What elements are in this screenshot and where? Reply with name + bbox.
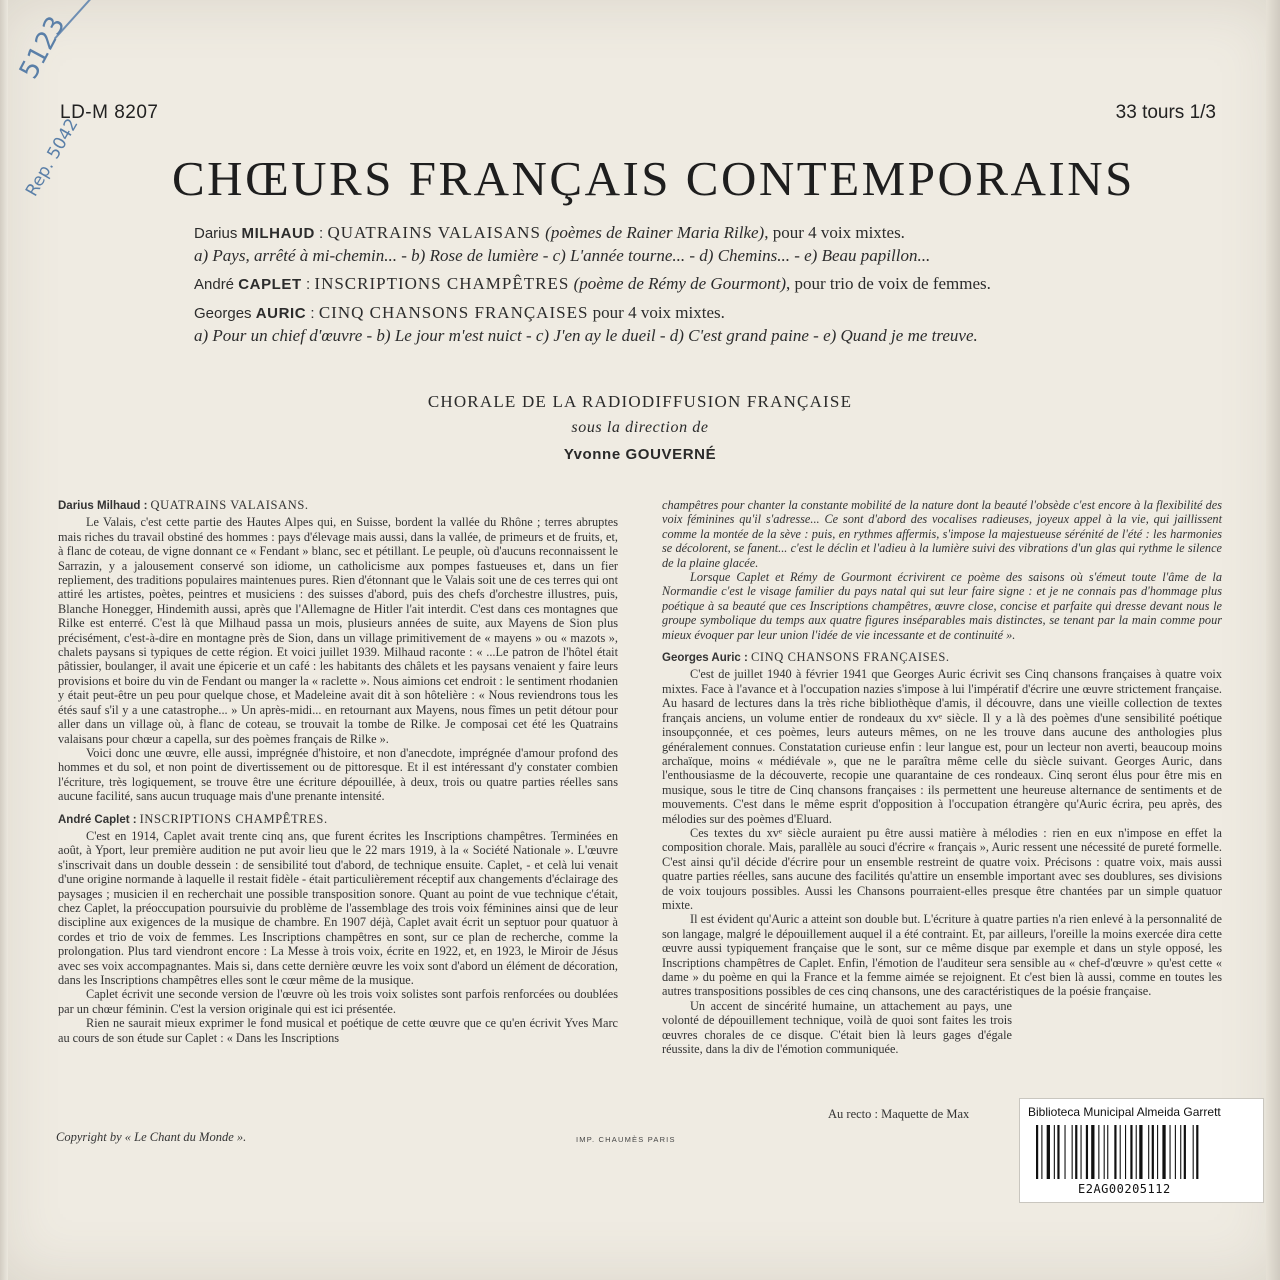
barcode-bar — [1136, 1125, 1137, 1179]
barcode-bar — [1152, 1125, 1154, 1179]
direction-label: sous la direction de — [571, 419, 709, 436]
liner-notes-right-column — [662, 498, 1222, 1056]
handwritten-note-number: 5123 — [14, 11, 72, 85]
barcode-icon — [1036, 1125, 1248, 1179]
sleeve-right-edge — [1266, 0, 1280, 1280]
barcode-bar — [1041, 1125, 1042, 1179]
paragraph: Voici donc une œuvre, elle aussi, imprégnée d'histoire, et non d'anecdote, imprégnée d'amour profond des hommes et du sol, et non point de divertissement ou de pittoresque. Et il est intéressant d'y constater combien l'écriture, très logiquement, se trouve être une écriture dépouillée, à deux, trois ou quatre parties réelles sans aucune facilité, sans aucun truquage mais d'une prenante intensité. — [58, 745, 618, 804]
handwritten-note-reference: Rep. 5042 — [22, 115, 83, 200]
album-title: CHŒURS FRANÇAIS CONTEMPORAINS — [172, 151, 1135, 206]
library-name: Biblioteca Municipal Almeida Garrett — [1028, 1105, 1221, 1119]
paragraph: C'est de juillet 1940 à février 1941 que Georges Auric écrivit ses Cinq chansons françaises à quatre voix mixtes. Face à l'avance et à l'occupation nazies s'impose à lui l'impératif d'écrire une œuvre strictement française. Au hasard de lectures dans la très riche bibliothèque d'amis, il découvre, dans une vieille collection de textes français anciens, un volume entier de rondeaux du xvᵉ siècle. Il y a là des poèmes d'une sensibilité poétique insoupçonnée, et ces poèmes, leurs auteurs mêmes, on ne les trouve dans aucune des anthologies plus généralement connues. Constatation curieuse enfin : leur langue est, pour un lecteur non averti, beaucoup moins archaïque, moins « médiévale », que ne le paraîtra même celle du siècle suivant. Georges Auric, dans l'enthousiasme de la découverte, recopie une quarantaine de ces rondeaux. Cinq seront élus pour être mis en musique, sous le titre de Cinq chansons françaises : ils permettent une heureuse alternance de sentiments et de mouvements. C'est dans le même esprit d'opposition à l'occupation étrangère qu'Auric écrira, peu après, des mélodies sur des poèmes d'Eluard. — [662, 667, 1222, 826]
barcode-bar — [1054, 1125, 1055, 1179]
work-caplet — [194, 273, 1094, 296]
barcode-bar — [1047, 1125, 1050, 1179]
work-title: INSCRIPTIONS CHAMPÊTRES — [314, 274, 570, 293]
barcode-bar — [1162, 1125, 1165, 1179]
sleeve-left-edge — [0, 0, 8, 1280]
works-list — [194, 222, 1094, 353]
barcode-bar — [1091, 1125, 1094, 1179]
composer-name: André CAPLET : — [194, 276, 311, 293]
chorale-name: CHORALE DE LA RADIODIFFUSION FRANÇAISE — [427, 392, 853, 411]
barcode-bar — [1125, 1125, 1126, 1179]
liner-notes-left-column — [58, 498, 618, 1045]
work-title: CINQ CHANSONS FRANÇAISES — [318, 303, 589, 322]
library-barcode-label — [1019, 1098, 1264, 1203]
work-movements: a) Pour un chief d'œuvre - b) Le jour m'est nuict - c) J'en ay le dueil - d) C'est grand paine - e) Quand je me treuve. — [194, 326, 978, 345]
work-forces: pour 4 voix mixtes. — [588, 303, 725, 322]
paragraph: Il est évident qu'Auric a atteint son double but. L'écriture à quatre parties n'a rien enlevé à la personnalité de son langage, malgré le dépouillement auquel il a été contraint. Et, par ailleurs, l'oreille la moins exercée dira cette œuvre aussi typiquement française que le sont, sur ce même disque par exemple et dans un style opposé, les Inscriptions champêtres de Caplet. Enfin, l'émotion de l'auditeur sera sensible au « chef-d'œuvre » qu'est cette « dame » du poème en qui la France et la femme aimée se rejoignent. Et c'est bien là aussi, comme en toutes les autres transpositions possibles de ces cinq chansons, une des caractéristiques de la poésie française. — [662, 912, 1222, 999]
composer-name: Georges AURIC : — [194, 305, 315, 322]
work-auric — [194, 302, 1094, 347]
record-speed: 33 tours 1/3 — [1115, 102, 1216, 123]
section-heading-milhaud: Darius Milhaud : QUATRAINS VALAISANS. — [58, 498, 309, 512]
paragraph: Caplet écrivit une seconde version de l'œuvre où les trois voix solistes sont parfois renforcées ou doublées par un chœur féminin. C'est la version originale qui est ici présentée. — [58, 987, 618, 1016]
barcode-bar — [1120, 1125, 1121, 1179]
work-forces: , pour 4 voix mixtes. — [764, 223, 905, 242]
work-forces: , pour trio de voix de femmes. — [786, 274, 991, 293]
paragraph: Le Valais, c'est cette partie des Hautes Alpes qui, en Suisse, bordent la vallée du Rhône ; terres abruptes mais riches du travail obstiné des hommes : pays d'élevage mais aussi, dans la vallée, de primeurs et de fruits, et, à flanc de coteau, de vigne donnant ce « Fendant » blanc, sec et pétillant. Le peuple, où d'aucuns reconnaissent le Sarrazin, y a jalousement conservé son idiome, un catholicisme aux pompes fastueuses et, dans un fier repliement, des traditions populaires maintenues pures. Rien d'étonnant que le Valais soit une de ces terres qui ont attiré les artistes, poètes, peintres et musiciens : des suisses d'abord, puis des chefs d'orchestre illustres, puis, Blanche Honegger, Hindemith aussi, après que l'Allemagne de Hitler l'ait interdit. C'est dans ces montagnes que Rilke est enterré. C'est là que Milhaud passa un mois, plusieurs années de suite, aux Mayens de Sion plus précisément, c'est-à-dire en montagne près de Sion, dans un village primitivement de « mayens » ou « mazots », chalets paysans si typiques de cette région. Et voici juillet 1939. Milhaud raconte : « ...Le patron de l'hôtel était pâtissier, boulanger, il avait une épicerie et un café : les habitants des châlets et les paysans venaient y faire leurs provisions et boire du vin de Fendant ou manger la « raclette ». Nous aimions cet endroit : le sentiment rhodanien y était peut-être un peu pour quelque chose, et Madeleine avait dit à son hôtelière : « Nous reviendrons tous les étés sauf s'il y a une catastrophe... » Un après-midi... en retournant aux Mayens, nous fîmes un petit détour pour aller dans un village où, à flanc de coteau, se trouvait la tombe de Rilke. Je composai cet été les Quatrains valaisans pour chœur a capella, sur des poèmes français de Rilke ». — [58, 515, 618, 746]
barcode-number: E2AG00205112 — [1078, 1182, 1171, 1196]
barcode-bar — [1086, 1125, 1088, 1179]
paragraph: Ces textes du xvᵉ siècle auraient pu être aussi matière à mélodies : rien en eux n'impose en effet la composition chorale. Mais, parallèle au souci d'écrire « français », Auric ressent une nécessité de pureté formelle. C'est ainsi qu'il décide d'écrire pour un ensemble restreint de quatre voix. Précisons : quatre voix, mais aussi quatre parties réelles, sans aucune des facilités qu'attire un ensemble important avec ses doublures, ses divisions de voix toujours possibles. Aussi les Chansons pourraient-elles presque être chantées par un simple quatuor mixte. — [662, 825, 1222, 912]
catalog-number: LD-M 8207 — [60, 102, 159, 123]
barcode-bar — [1139, 1125, 1142, 1179]
barcode-bar — [1072, 1125, 1073, 1179]
paragraph: Rien ne saurait mieux exprimer le fond musical et poétique de cette œuvre que ce qu'en écrivit Yves Marc au cours de son étude sur Caplet : « Dans les Inscriptions — [58, 1016, 618, 1045]
barcode-bar — [1130, 1125, 1132, 1179]
barcode-bar — [1157, 1125, 1158, 1179]
work-milhaud — [194, 222, 1094, 267]
barcode-bar — [1036, 1125, 1038, 1179]
barcode-bar — [1104, 1125, 1105, 1179]
barcode-bar — [1107, 1125, 1108, 1179]
work-poet: (poème de Rémy de Gourmont) — [573, 274, 786, 293]
work-title: QUATRAINS VALAISANS — [327, 223, 541, 242]
barcode-bar — [1075, 1125, 1077, 1179]
work-poet: (poèmes de Rainer Maria Rilke) — [545, 223, 765, 242]
paragraph: C'est en 1914, Caplet avait trente cinq ans, que furent écrites les Inscriptions champêtres. Terminées en août, à Yport, leur première audition ne put avoir lieu que le 22 mars 1919, à la « Société Nationale ». L'œuvre s'inscrivait dans un double dessein : de sensibilité tout d'abord, de technique ensuite. Caplet, - et celà lui venait d'une origine normande à laquelle il restait fidèle - était particulièrement réceptif aux changements d'éclairage des paysages ; musicien il en recherchait une possible transposition sonore. Quant au point de vue technique c'était, chez Caplet, la préoccupation poursuivie du problème de l'assemblage des trois voix féminines ainsi que de leur discipline aux exigences de la musique de chambre. En 1907 déjà, Caplet avait écrit un septuor pour quatuor à cordes et trio de voix de femmes. Les Inscriptions champêtres en sont, sur ce plan de recherche, comme la prolongation. Plus tard viendront encore : La Messe à trois voix, écrite en 1922, et, en 1923, le Miroir de Jésus avec ses voix accompagnantes. Mais si, dans cette dernière œuvre les voix sont d'abord un élément de décoration, dans les Inscriptions champêtres elles sont le cœur même de la musique. — [58, 828, 618, 987]
barcode-bar — [1064, 1125, 1065, 1179]
work-movements: a) Pays, arrêté à mi-chemin... - b) Rose de lumière - c) L'année tourne... - d) Chemins... - e) Beau papillon... — [194, 246, 931, 265]
barcode-bar — [1114, 1125, 1116, 1179]
printer-credit: IMP. CHAUMÈS PARIS — [576, 1135, 676, 1144]
paragraph: Un accent de sincérité humaine, un attachement au pays, une volonté de dépouillement technique, voilà de quoi sont faites les trois œuvres chorales de ce disque. C'était bien là leurs gages d'égale réussite, dans la div de l'émotion communiquée. — [662, 998, 1012, 1057]
section-heading-caplet: André Caplet : INSCRIPTIONS CHAMPÊTRES. — [58, 811, 328, 826]
copyright-notice: Copyright by « Le Chant du Monde ». — [56, 1130, 247, 1144]
barcode-bar — [1081, 1125, 1082, 1179]
section-heading-auric: Georges Auric : CINQ CHANSONS FRANÇAISES. — [662, 650, 950, 665]
conductor-name: Yvonne GOUVERNÉ — [563, 446, 717, 463]
barcode-bar — [1148, 1125, 1149, 1179]
barcode-bar — [1193, 1125, 1194, 1179]
barcode-bar — [1175, 1125, 1176, 1179]
cover-credit: Au recto : Maquette de Max — [828, 1107, 970, 1121]
composer-name: Darius MILHAUD : — [194, 225, 324, 242]
barcode-bar — [1180, 1125, 1181, 1179]
barcode-bar — [1098, 1125, 1099, 1179]
barcode-bar — [1184, 1125, 1186, 1179]
paragraph: Lorsque Caplet et Rémy de Gourmont écrivirent ce poème des saisons où s'émeut toute l'âme de la Normandie c'est le visage familier du pays natal qui sut leur faire signe : et je ne connais pas d'hommage plus poétique à sa beauté que ces Inscriptions champêtres, œuvre close, concise et parfaite qui dresse devant nous le groupe symbolique du temps aux quatre figures inséparables mais distinctes, se tenant par la main comme pour mieux évoquer par leur union l'idée de vie incessante et de continuité ». — [662, 570, 1222, 642]
barcode-bar — [1057, 1125, 1059, 1179]
paragraph-continued: champêtres pour chanter la constante mobilité de la nature dont la beauté l'obsède c'est encore à la flexibilité des voix féminines qu'il s'adresse... Ce sont d'abord des vocalises radieuses, joyeux appel à la vie, qui jaillissent comme la montée de la sève : puis, en rythmes affermis, s'impose la majestueuse sérénité de l'été : les harmonies se décolorent, se fanent... c'est le déclin et l'adieu à la lumière suivi des vibrations d'un glas qui rythme le silence de la plaine glacée. — [662, 498, 1222, 570]
barcode-bar — [1196, 1125, 1198, 1179]
barcode-bar — [1170, 1125, 1171, 1179]
